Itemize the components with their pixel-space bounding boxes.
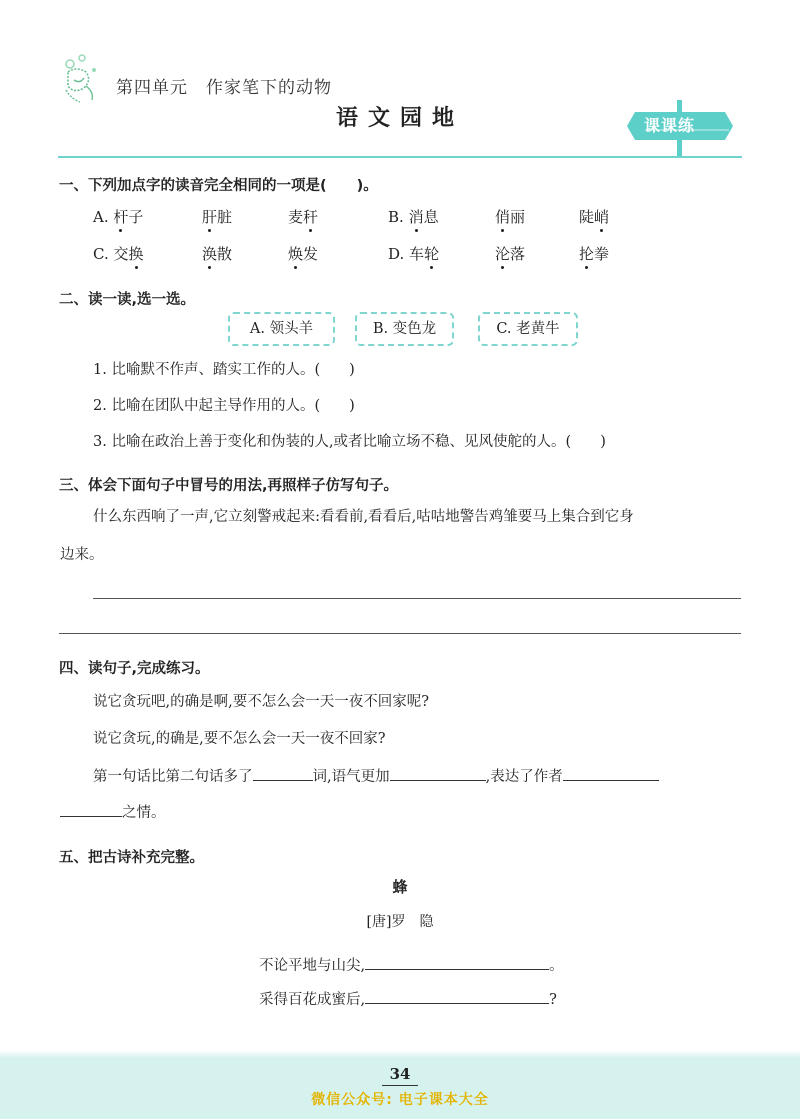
fill-blank[interactable] [60,802,122,817]
section4-question-end: 之情。 [60,801,166,822]
section4-sentence1: 说它贪玩吧,的确是啊,要不怎么会一天一夜不回家呢? [93,694,429,710]
section2-title: 二、读一读,选一选。 [59,292,196,308]
option-a-word3: 麦秆 [288,208,319,226]
watermark-text: 微信公众号: 电子课本大全 [311,1092,489,1108]
dotted-char: 焕 [288,245,304,263]
dotted-char: 涣 [202,245,218,263]
dotted-char: 肝 [202,208,218,226]
section1-title [59,174,378,195]
page-number-underline [382,1085,418,1086]
poem-author: [唐]罗 隐 [366,914,434,930]
option-d-word2: 沦落 [495,245,526,263]
section1-title-suffix: )。 [356,178,378,194]
option-d: D. 车轮 [388,245,440,263]
unit-logo-illustration [58,50,104,106]
badge-label: 课课练 [644,116,696,135]
dotted-char: 抡 [579,245,595,263]
section3-sentence-line2: 边来。 [60,547,104,563]
question-2-2: 2. 比喻在团队中起主导作用的人。( ) [93,398,355,414]
option-c: C. 交换 [93,245,144,263]
dotted-char: 秆 [303,208,319,226]
unit-number: 第四单元 [116,78,188,98]
section1-title-prefix: 一、下列加点字的读音完全相同的一项是( [59,178,327,194]
answer-line[interactable] [59,633,741,634]
dotted-char: 峭 [594,208,610,226]
page-title: 语文园地 [335,105,464,131]
section4-question: 第一句话比第二句话多了 词,语气更加 ,表达了作者 [93,765,659,786]
option-c-word2: 涣散 [202,245,233,263]
answer-line[interactable] [93,598,741,599]
section3-title: 三、体会下面句子中冒号的用法,再照样子仿写句子。 [59,478,399,494]
page-number: 34 [389,1065,411,1083]
option-a: A. 杆子 [93,208,144,226]
dotted-char: 沦 [495,245,511,263]
fill-blank[interactable] [365,989,549,1004]
question-2-1: 1. 比喻默不作声、踏实工作的人。( ) [93,362,355,378]
dotted-char: 杆 [113,208,129,226]
unit-subject: 作家笔下的动物 [206,78,332,98]
poem-title: 蜂 [392,878,408,896]
fill-blank[interactable] [563,766,659,781]
dotted-char: 俏 [495,208,511,226]
option-c-word3: 焕发 [288,245,319,263]
dotted-char: 消 [408,208,424,226]
header-divider [58,156,742,158]
unit-label [116,73,332,98]
option-a-word2: 肝脏 [202,208,233,226]
question-2-3: 3. 比喻在政治上善于变化和伪装的人,或者比喻立场不稳、见风使舵的人。( ) [93,434,606,450]
fill-blank[interactable] [365,955,549,970]
section4-sentence2: 说它贪玩,的确是,要不怎么会一天一夜不回家? [93,731,386,747]
section4-title: 四、读句子,完成练习。 [59,661,210,677]
poem-line2: 采得百花成蜜后, ? [259,988,557,1009]
fill-blank[interactable] [390,766,486,781]
choice-b-box: B. 变色龙 [355,312,454,346]
option-b: B. 消息 [388,208,439,226]
dotted-char: 换 [128,245,144,263]
choice-c-box: C. 老黄牛 [478,312,578,346]
choice-a-box: A. 领头羊 [228,312,335,346]
poem-line1: 不论平地与山尖, 。 [259,954,564,975]
option-b-word2: 俏丽 [495,208,526,226]
option-d-word3: 抡拳 [579,245,610,263]
option-b-word3: 陡峭 [579,208,610,226]
section5-title: 五、把古诗补充完整。 [59,850,204,866]
section3-sentence-line1: 什么东西响了一声,它立刻警戒起来:看看前,看看后,咕咕地警告鸡雏要马上集合到它身 [93,509,634,525]
dotted-char: 轮 [424,245,440,263]
fill-blank[interactable] [253,766,313,781]
